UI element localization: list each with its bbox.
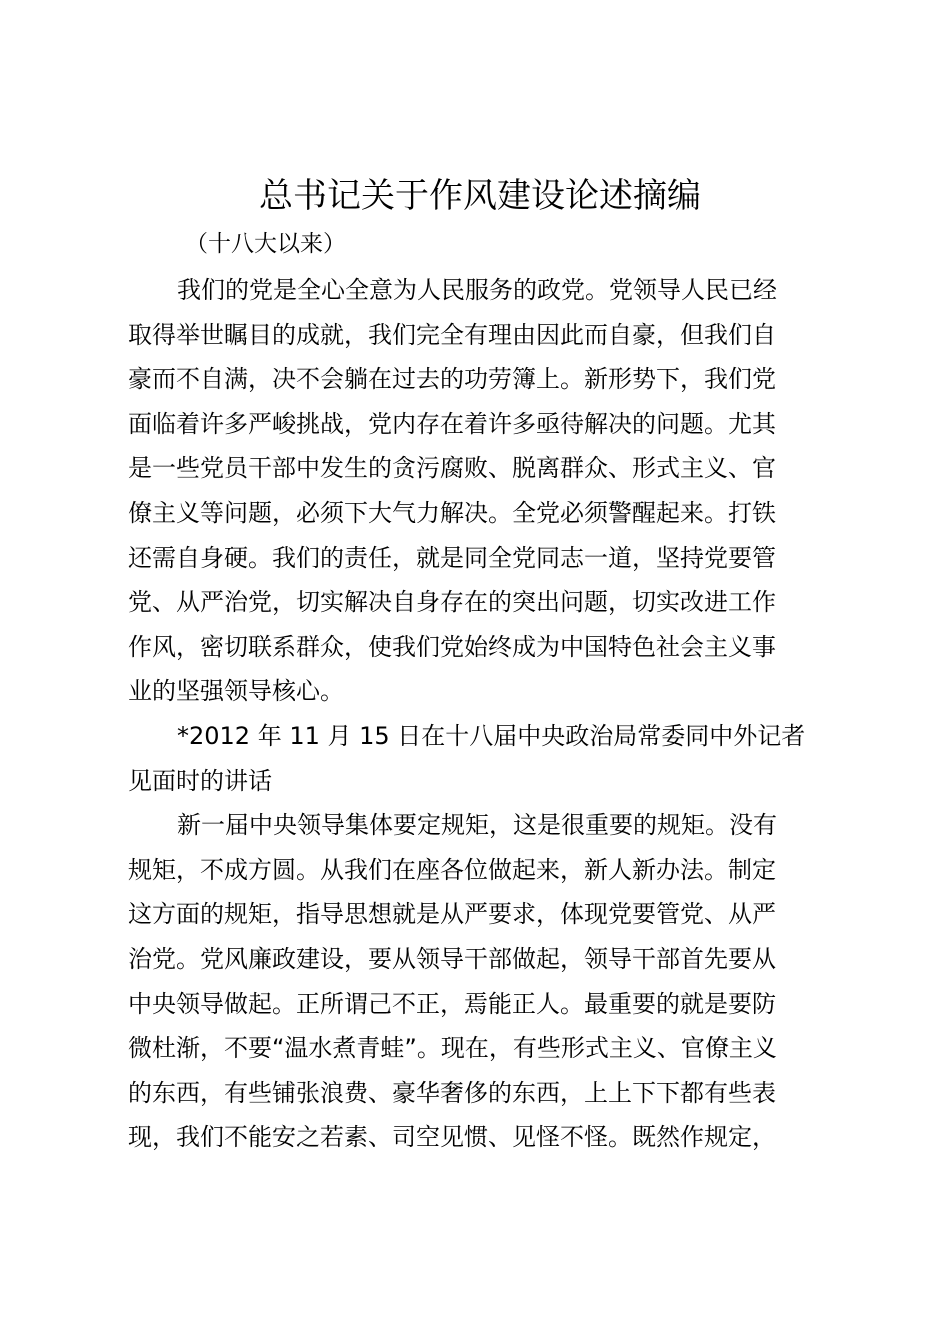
document-title: 总书记关于作风建设论述摘编 (259, 176, 701, 216)
paragraph-line: 规矩，不成方圆。从我们在座各位做起来，新人新办法。制定 (128, 855, 776, 884)
paragraph-line: 作风，密切联系群众，使我们党始终成为中国特色社会主义事 (128, 632, 776, 661)
source-note-line: *2012 年 11 月 15 日在十八届中央政治局常委同中外记者 (177, 721, 806, 750)
paragraph-line: 这方面的规矩，指导思想就是从严要求，体现党要管党、从严 (128, 900, 776, 929)
paragraph-line: 现，我们不能安之若素、司空见惯、见怪不怪。既然作规定， (128, 1123, 776, 1152)
source-note-line: 见面时的讲话 (128, 766, 272, 795)
paragraph-line: 治党。党风廉政建设，要从领导干部做起，领导干部首先要从 (128, 944, 776, 973)
paragraph-line: 微杜渐，不要“温水煮青蛙”。现在，有些形式主义、官僚主义 (128, 1034, 777, 1063)
paragraph-line: 面临着许多严峻挑战，党内存在着许多亟待解决的问题。尤其 (128, 409, 776, 438)
document-subtitle: （十八大以来） (185, 231, 346, 257)
paragraph-line: 的东西，有些铺张浪费、豪华奢侈的东西，上上下下都有些表 (128, 1078, 776, 1107)
paragraph-2 (128, 803, 838, 1160)
paragraph-line: 取得举世瞩目的成就，我们完全有理由因此而自豪，但我们自 (128, 320, 776, 349)
document-body (128, 268, 838, 1160)
paragraph-line: 是一些党员干部中发生的贪污腐败、脱离群众、形式主义、官 (128, 454, 776, 483)
paragraph-line: 中央领导做起。正所谓己不正，焉能正人。最重要的就是要防 (128, 989, 776, 1018)
paragraph-line: 党、从严治党，切实解决自身存在的突出问题，切实改进工作 (128, 588, 776, 617)
paragraph-line: 僚主义等问题，必须下大气力解决。全党必须警醒起来。打铁 (128, 498, 776, 527)
paragraph-line: 豪而不自满，决不会躺在过去的功劳簿上。新形势下，我们党 (128, 365, 776, 394)
paragraph-line: 新一届中央领导集体要定规矩，这是很重要的规矩。没有 (177, 811, 777, 840)
paragraph-line: 我们的党是全心全意为人民服务的政党。党领导人民已经 (177, 276, 777, 304)
paragraph-1 (128, 268, 838, 714)
paragraph-line: 还需自身硬。我们的责任，就是同全党同志一道，坚持党要管 (128, 543, 776, 572)
paragraph-source-note (128, 714, 838, 803)
paragraph-line: 业的坚强领导核心。 (128, 677, 344, 706)
